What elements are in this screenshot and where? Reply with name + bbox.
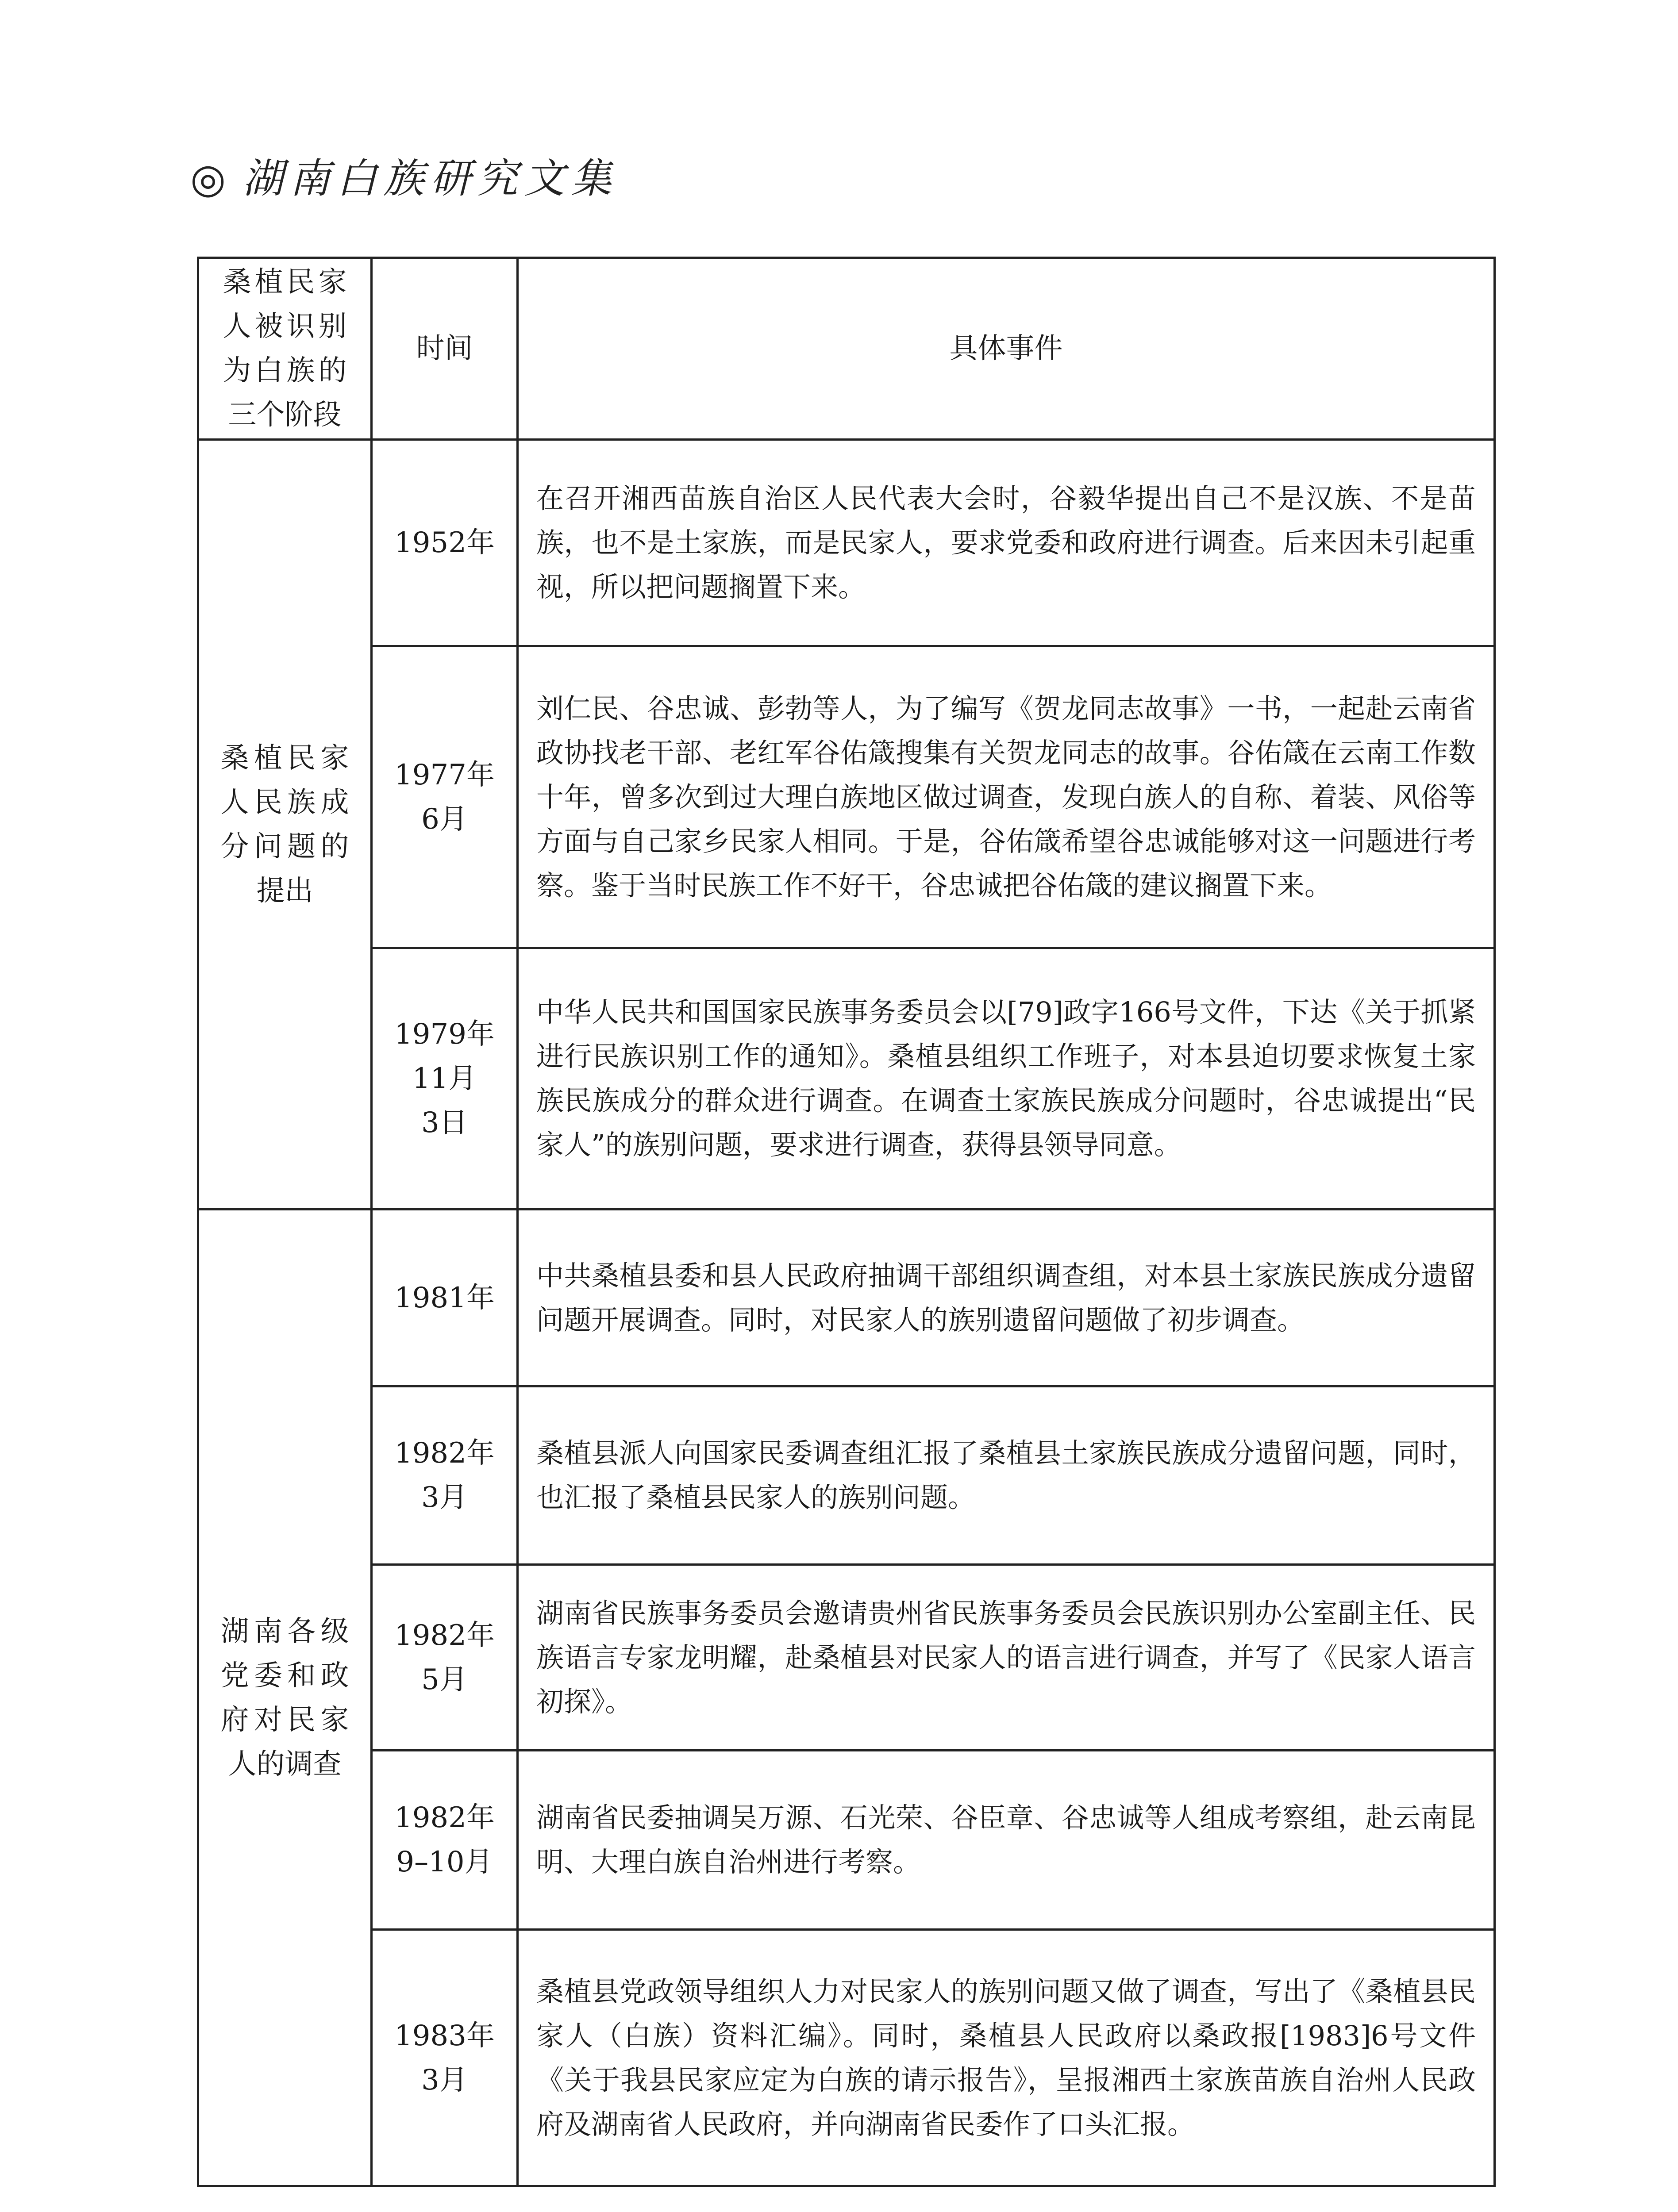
header-circle-icon: ◎ <box>190 155 232 202</box>
date-cell: 1982年 5月 <box>372 1565 518 1751</box>
stage-cell: 湖南各级党委和政府对民家人的调查 <box>198 1210 372 2186</box>
event-cell: 刘仁民、谷忠诚、彭勃等人，为了编写《贺龙同志故事》一书，一起赴云南省政协找老干部、老红军谷佑箴搜集有关贺龙同志的故事。谷佑箴在云南工作数十年，曾多次到过大理白族地区做过调查，发现白族人的自称、着装、风俗等方面与自己家乡民家人相同。于是，谷佑箴希望谷忠诚能够对这一问题进行考察。鉴于当时民族工作不好干，谷忠诚把谷佑箴的建议搁置下来。 <box>518 646 1495 948</box>
date-cell: 1981年 <box>372 1210 518 1386</box>
event-cell: 湖南省民委抽调吴万源、石光荣、谷臣章、谷忠诚等人组成考察组，赴云南昆明、大理白族自治州进行考察。 <box>518 1751 1495 1930</box>
event-cell: 中华人民共和国国家民族事务委员会以[79]政字166号文件，下达《关于抓紧进行民族识别工作的通知》。桑植县组织工作班子，对本县迫切要求恢复土家族民族成分的群众进行调查。在调查土家族民族成分问题时，谷忠诚提出“民家人”的族别问题，要求进行调查，获得县领导同意。 <box>518 948 1495 1210</box>
date-cell: 1979年 11月 3日 <box>372 948 518 1210</box>
table-row <box>198 948 1495 1210</box>
table-row <box>198 1386 1495 1565</box>
table-row <box>198 440 1495 646</box>
event-cell: 桑植县党政领导组织人力对民家人的族别问题又做了调查，写出了《桑植县民家人（白族）资料汇编》。同时，桑植县人民政府以桑政报[1983]6号文件《关于我县民家应定为白族的请示报告》，呈报湘西土家族苗族自治州人民政府及湖南省人民政府，并向湖南省民委作了口头汇报。 <box>518 1930 1495 2186</box>
table-row <box>198 1565 1495 1751</box>
event-cell: 桑植县派人向国家民委调查组汇报了桑植县土家族民族成分遗留问题，同时，也汇报了桑植县民家人的族别问题。 <box>518 1386 1495 1565</box>
table-row <box>198 1930 1495 2186</box>
date-cell: 1977年 6月 <box>372 646 518 948</box>
events-table <box>197 257 1496 2187</box>
running-header <box>190 146 618 204</box>
table-row <box>198 1210 1495 1386</box>
date-cell: 1982年 9–10月 <box>372 1751 518 1930</box>
event-cell: 中共桑植县委和县人民政府抽调干部组织调查组，对本县土家族民族成分遗留问题开展调查。同时，对民家人的族别遗留问题做了初步调查。 <box>518 1210 1495 1386</box>
table-header-row <box>198 258 1495 440</box>
date-cell: 1952年 <box>372 440 518 646</box>
table-row <box>198 646 1495 948</box>
date-cell: 1982年 3月 <box>372 1386 518 1565</box>
book-title: 湖南白族研究文集 <box>242 155 618 202</box>
event-cell: 湖南省民族事务委员会邀请贵州省民族事务委员会民族识别办公室副主任、民族语言专家龙明耀，赴桑植县对民家人的语言进行调查，并写了《民家人语言初探》。 <box>518 1565 1495 1751</box>
date-cell: 1983年 3月 <box>372 1930 518 2186</box>
table-row <box>198 1751 1495 1930</box>
column-header-stage: 桑植民家人被识别为白族的三个阶段 <box>198 258 372 440</box>
column-header-time: 时间 <box>372 258 518 440</box>
column-header-event: 具体事件 <box>518 258 1495 440</box>
event-cell: 在召开湘西苗族自治区人民代表大会时，谷毅华提出自己不是汉族、不是苗族，也不是土家族，而是民家人，要求党委和政府进行调查。后来因未引起重视，所以把问题搁置下来。 <box>518 440 1495 646</box>
stage-cell: 桑植民家人民族成分问题的提出 <box>198 440 372 1210</box>
